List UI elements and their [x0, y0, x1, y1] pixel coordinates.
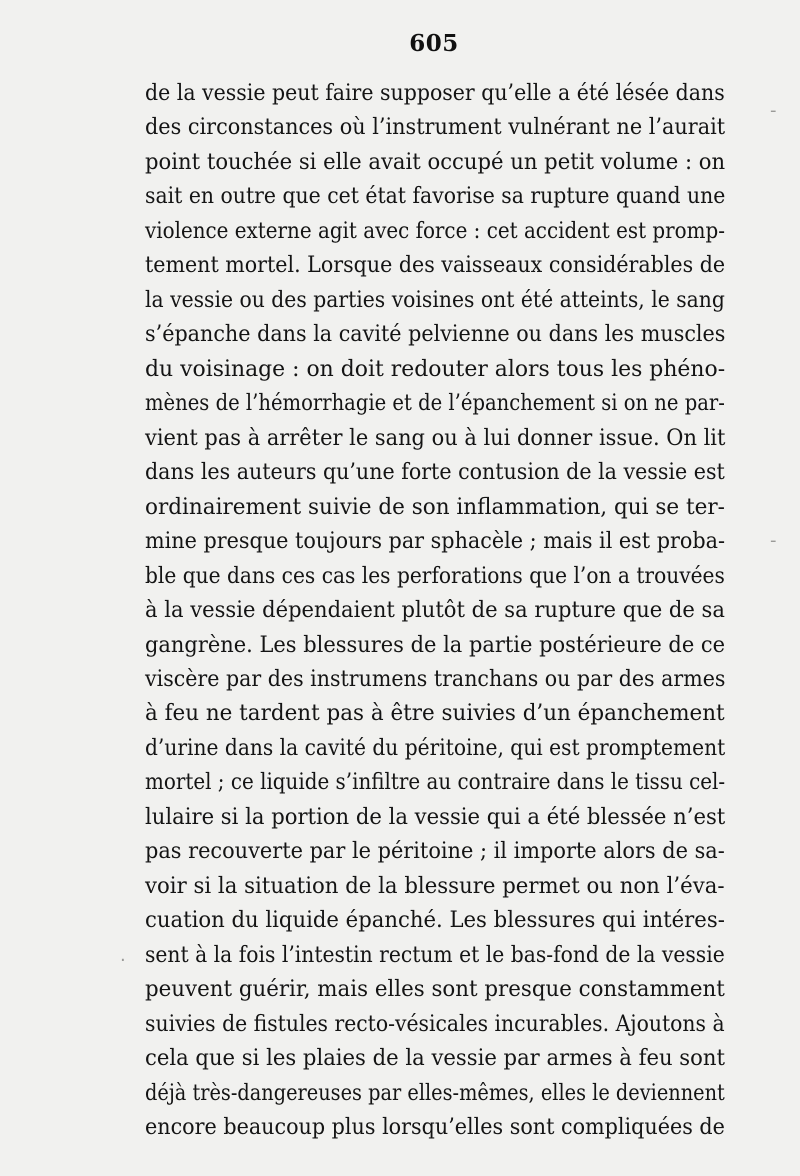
page-header — [0, 0, 800, 70]
text-line: violence externe agit avec force : cet accident est promp- — [145, 217, 725, 244]
body-text — [145, 76, 725, 1145]
text-line: cela que si les plaies de la vessie par armes à feu sont — [145, 1045, 725, 1072]
text-line: ordinairement suivie de son inflammation, qui se ter- — [145, 493, 725, 520]
text-line: suivies de fistules recto-vésicales incurables. Ajoutons à — [145, 1010, 725, 1037]
margin-dash-mark: - — [770, 530, 777, 551]
text-line: du voisinage : on doit redouter alors tous les phéno- — [145, 355, 726, 382]
text-line: sait en outre que cet état favorise sa rupture quand une — [145, 183, 726, 210]
margin-dash-mark: . — [120, 945, 126, 966]
text-line: peuvent guérir, mais elles sont presque constamment — [145, 976, 725, 1003]
text-line: d’urine dans la cavité du péritoine, qui est promptement — [145, 734, 726, 761]
page-number: 605 — [409, 30, 459, 57]
text-line: sent à la fois l’intestin rectum et le bas-fond de la vessie — [145, 941, 725, 968]
text-line: mine presque toujours par sphacèle ; mais il est proba- — [145, 528, 725, 555]
text-line: de la vessie peut faire supposer qu’elle a été lésée dans — [145, 80, 725, 106]
text-line: gangrène. Les blessures de la partie postérieure de ce — [145, 631, 726, 658]
text-line: des circonstances où l’instrument vulnérant ne l’aurait — [145, 114, 726, 141]
text-line: ble que dans ces cas les perforations que l’on a trouvées — [145, 562, 725, 589]
margin-dash-mark: - — [770, 100, 777, 121]
text-line: tement mortel. Lorsque des vaisseaux considérables de — [145, 252, 726, 279]
text-line: mortel ; ce liquide s’infiltre au contraire dans le tissu cel- — [145, 769, 726, 796]
text-line: cuation du liquide épanché. Les blessures qui intéres- — [145, 907, 725, 934]
text-line: point touchée si elle avait occupé un petit volume : on — [145, 148, 726, 175]
text-line: à la vessie dépendaient plutôt de sa rupture que de sa — [145, 597, 725, 624]
text-line: vient pas à arrêter le sang ou à lui donner issue. On lit — [145, 424, 726, 451]
text-line: à feu ne tardent pas à être suivies d’un épanchement — [145, 700, 725, 727]
text-line: déjà très-dangereuses par elles-mêmes, elles le deviennent — [145, 1079, 725, 1106]
text-line: voir si la situation de la blessure permet ou non l’éva- — [145, 872, 725, 899]
text-line: pas recouverte par le péritoine ; il importe alors de sa- — [145, 838, 725, 865]
text-line: encore beaucoup plus lorsqu’elles sont compliquées de — [145, 1114, 725, 1141]
text-line: viscère par des instrumens tranchans ou par des armes — [145, 665, 726, 692]
text-line: la vessie ou des parties voisines ont été atteints, le sang — [145, 286, 725, 313]
text-line: dans les auteurs qu’une forte contusion de la vessie est — [145, 459, 725, 486]
text-line: s’épanche dans la cavité pelvienne ou dans les muscles — [145, 321, 726, 348]
text-line: lulaire si la portion de la vessie qui a été blessée n’est — [145, 803, 726, 830]
text-line: mènes de l’hémorrhagie et de l’épanchement si on ne par- — [145, 390, 725, 417]
